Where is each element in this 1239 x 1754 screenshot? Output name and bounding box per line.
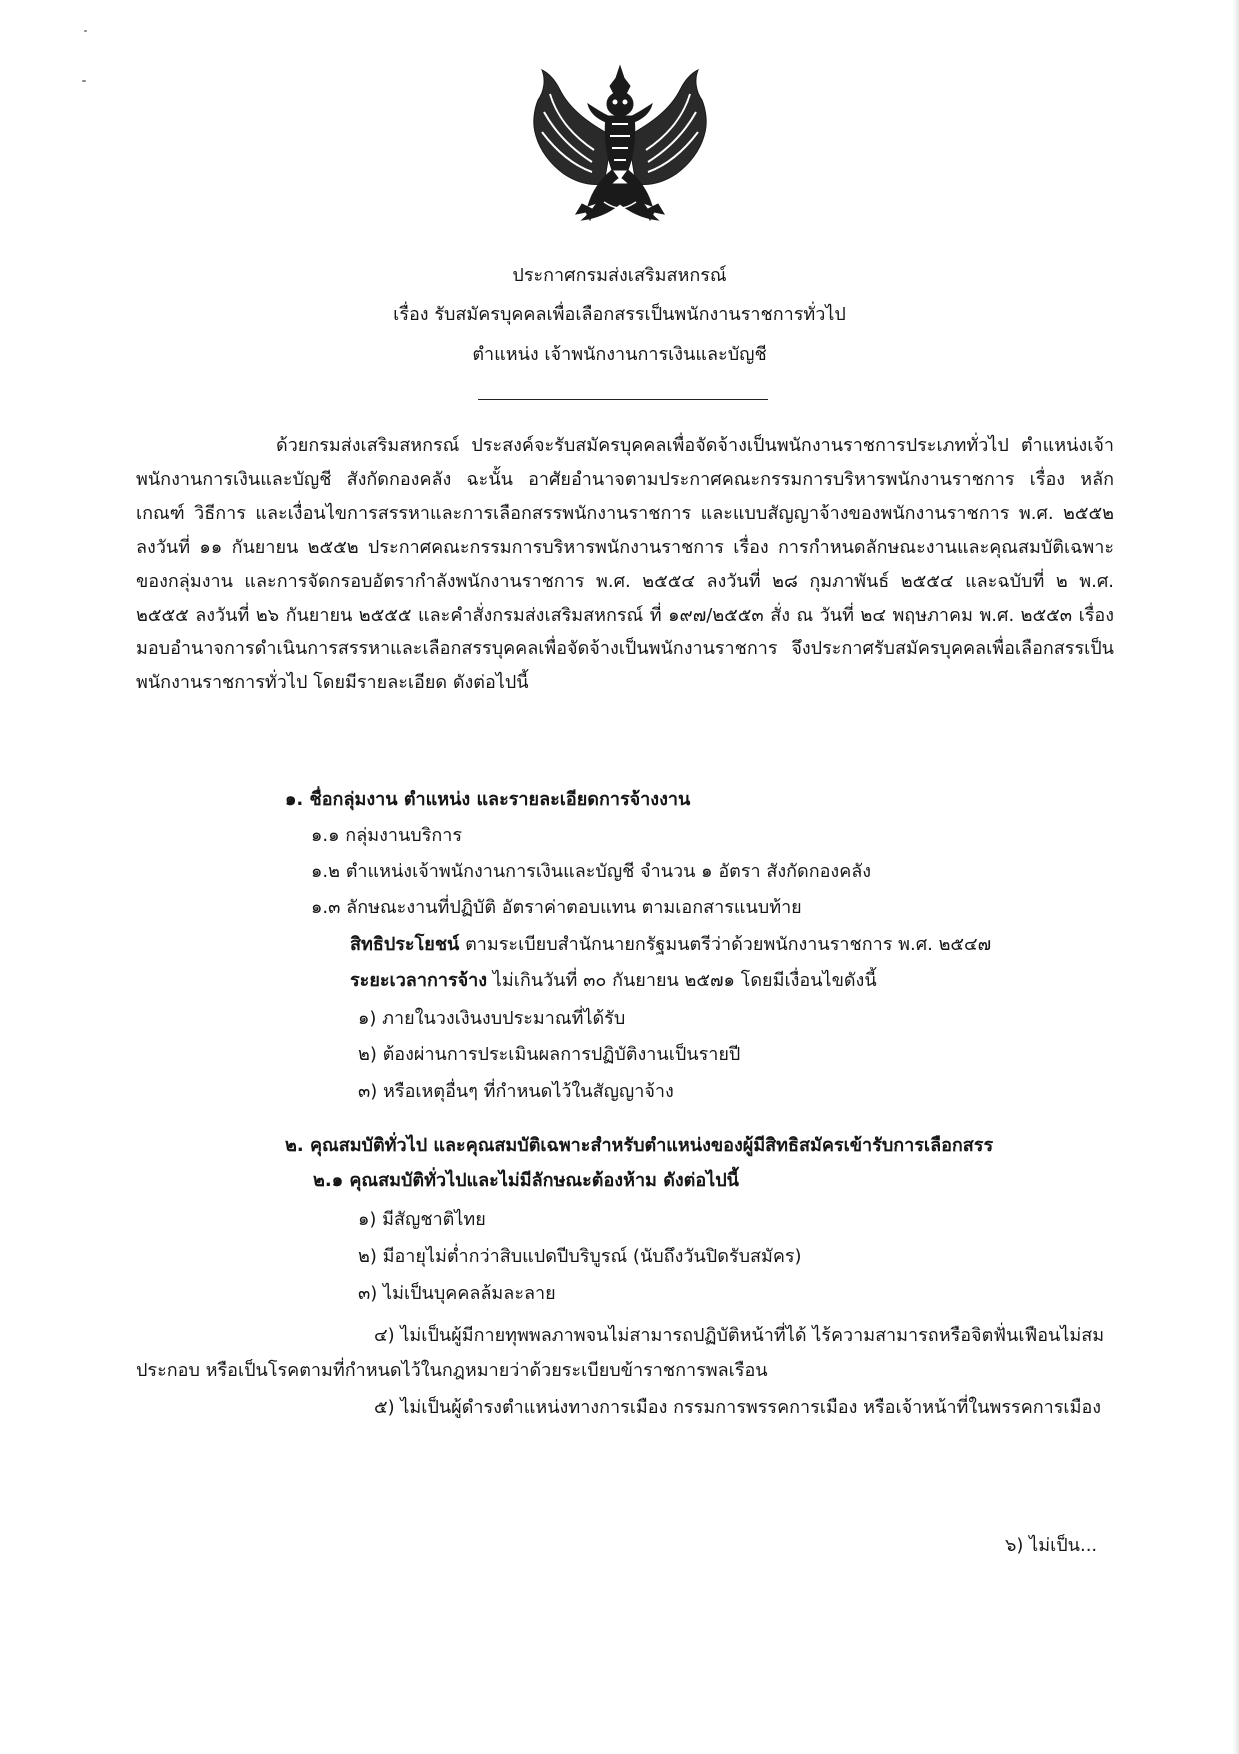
period-text: ไม่เกินวันที่ ๓๐ กันยายน ๒๕๗๑ โดยมีเงื่อนไขดังนี้ (487, 970, 877, 991)
qualification-1: ๑) มีสัญชาติไทย (358, 1209, 486, 1230)
announcement-position: ตำแหน่ง เจ้าพนักงานการเงินและบัญชี (472, 344, 767, 365)
scan-speck (82, 80, 86, 82)
intro-paragraph: ด้วยกรมส่งเสริมสหกรณ์ ประสงค์จะรับสมัครบุคคลเพื่อจัดจ้างเป็นพนักงานราชการประเภททั่วไป ตำแหน่งเจ้าพนักงานการเงินและบัญชี สังกัดกองคลัง ฉะนั้น อาศัยอำนาจตามประกาศคณะกรรมการบริหารพนักงานราชการ เรื่อง หลักเกณฑ์ วิธีการ และเงื่อนไขการสรรหาและการเลือกสรรพนักงานราชการ และแบบสัญญาจ้างของพนักงานราชการ พ.ศ. ๒๕๕๒ ลงวันที่ ๑๑ กันยายน ๒๕๕๒ ประกาศคณะกรรมการบริหารพนักงานราชการ เรื่อง การกำหนดลักษณะงานและคุณสมบัติเฉพาะของกลุ่มงาน และการจัดกรอบอัตรากำลังพนักงานราชการ พ.ศ. ๒๕๕๔ ลงวันที่ ๒๘ กุมภาพันธ์ ๒๕๕๔ และฉบับที่ ๒ พ.ศ. ๒๕๕๕ ลงวันที่ ๒๖ กันยายน ๒๕๕๕ และคำสั่งกรมส่งเสริมสหกรณ์ ที่ ๑๙๗/๒๕๕๓ สั่ง ณ วันที่ ๒๔ พฤษภาคม พ.ศ. ๒๕๕๓ เรื่อง มอบอำนาจการดำเนินการสรรหาและเลือกสรรบุคคลเพื่อจัดจ้างเป็นพนักงานราชการ จึงประกาศรับสมัครบุคคลเพื่อเลือกสรรเป็นพนักงานราชการทั่วไป โดยมีรายละเอียด ดังต่อไปนี้ (136, 435, 1114, 694)
condition-2: ๒) ต้องผ่านการประเมินผลการปฏิบัติงานเป็นรายปี (358, 1044, 741, 1065)
section-1-item-2: ๑.๒ ตำแหน่งเจ้าพนักงานการเงินและบัญชี จำนวน ๑ อัตรา สังกัดกองคลัง (311, 861, 872, 882)
section-1-item-1: ๑.๑ กลุ่มงานบริการ (311, 825, 463, 846)
title-underline (478, 399, 768, 400)
page-continuation: ๖) ไม่เป็น... (1005, 1535, 1098, 1556)
section-2-subheading: ๒.๑ คุณสมบัติทั่วไปและไม่มีลักษณะต้องห้าม ดังต่อไปนี้ (313, 1170, 739, 1191)
section-1-heading: ๑. ชื่อกลุ่มงาน ตำแหน่ง และรายละเอียดการจ้างงาน (285, 789, 691, 810)
garuda-emblem-icon (520, 64, 720, 226)
section-2-heading: ๒. คุณสมบัติทั่วไป และคุณสมบัติเฉพาะสำหรับตำแหน่งของผู้มีสิทธิสมัครเข้ารับการเลือกสรร (285, 1135, 994, 1156)
qualification-5: ๕) ไม่เป็นผู้ดำรงตำแหน่งทางการเมือง กรรมการพรรคการเมือง หรือเจ้าหน้าที่ในพรรคการเมือง (374, 1397, 1102, 1418)
announcement-subject: เรื่อง รับสมัครบุคคลเพื่อเลือกสรรเป็นพนักงานราชการทั่วไป (393, 304, 846, 325)
scan-speck (84, 30, 87, 32)
qualification-4: ๔) ไม่เป็นผู้มีกายทุพพลภาพจนไม่สามารถปฏิบัติหน้าที่ได้ ไร้ความสามารถหรือจิตฟั่นเฟือนไม่สมประกอบ หรือเป็นโรคตามที่กำหนดไว้ในกฎหมายว่าด้วยระเบียบข้าราชการพลเรือน (136, 1325, 1105, 1381)
benefit-text: ตามระเบียบสำนักนายกรัฐมนตรีว่าด้วยพนักงานราชการ พ.ศ. ๒๕๔๗ (459, 934, 992, 955)
condition-1: ๑) ภายในวงเงินงบประมาณที่ได้รับ (358, 1008, 626, 1029)
qualification-3: ๓) ไม่เป็นบุคคลล้มละลาย (358, 1283, 556, 1304)
section-1-item-3: ๑.๓ ลักษณะงานที่ปฏิบัติ อัตราค่าตอบแทน ตามเอกสารแนบท้าย (311, 897, 802, 918)
period-label: ระยะเวลาการจ้าง (350, 970, 488, 991)
condition-3: ๓) หรือเหตุอื่นๆ ที่กำหนดไว้ในสัญญาจ้าง (358, 1081, 674, 1102)
qualification-2: ๒) มีอายุไม่ต่ำกว่าสิบแปดปีบริบูรณ์ (นับถึงวันปิดรับสมัคร) (358, 1246, 802, 1267)
benefit-label: สิทธิประโยชน์ (350, 934, 460, 955)
announcement-title: ประกาศกรมส่งเสริมสหกรณ์ (512, 265, 727, 286)
period-line (350, 967, 877, 995)
benefit-line (350, 931, 991, 959)
